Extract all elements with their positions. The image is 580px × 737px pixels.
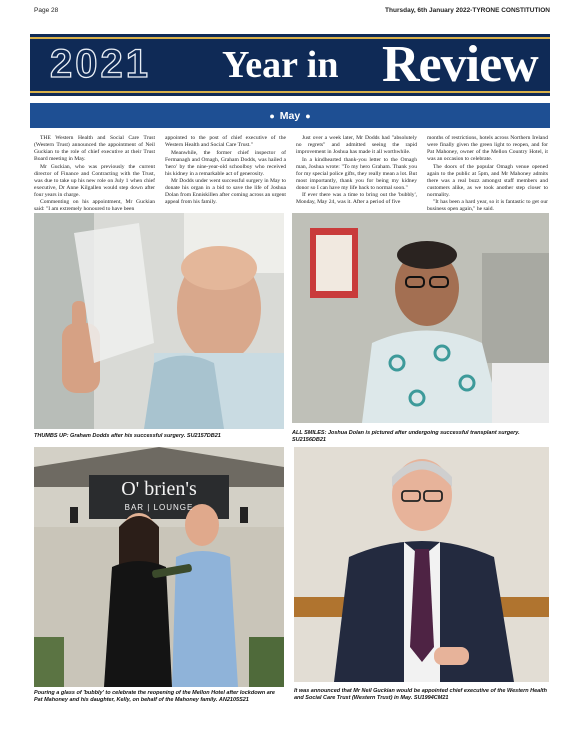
month-label: May xyxy=(279,109,301,122)
bar-sign-sub: BAR | LOUNGE xyxy=(124,503,194,512)
photo-graham-dodds xyxy=(34,213,284,429)
article-body xyxy=(34,135,548,212)
paragraph: Just over a week later, Mr Dodds had "absolutely no regrets" and admitted seeing the rapid improvement in Joshua has made it all worthwhile. xyxy=(296,135,417,155)
paragraph: Mr Guckian, who was previously the current director of Finance and Contracting with the Trust, was due to take up his new role on July 1 when chief executive, Dr Anne Kilgallen would step down after four years in charge. xyxy=(34,163,155,198)
paragraph: In a kindhearted thank-you letter to the Omagh man, Joshua wrote: "To my hero Graham. Thank you for my special police gifts, they really mean a lot. But most importantly, thank you for being my kidney donor so I can have my life back to normal soon." xyxy=(296,156,417,191)
article-column-2 xyxy=(165,135,286,214)
bullet-dot-icon: ● xyxy=(305,110,311,121)
paragraph: THE Western Health and Social Care Trust (Western Trust) announced the appointment of Neil Guckian to the role of chief executive at their Trust Board meeting in May. xyxy=(34,135,155,162)
article-column-4 xyxy=(427,135,548,214)
photo-neil-guckian xyxy=(294,447,549,682)
paragraph: If ever there was a time to bring out the 'bubbly', Monday, May 24, was it. After a period of five xyxy=(296,192,417,205)
photo-graham-dodds-image xyxy=(34,213,284,429)
article-column-3 xyxy=(296,135,417,214)
masthead-year-in: Year in xyxy=(222,44,339,86)
photo-joshua-dolan xyxy=(292,213,549,423)
paragraph: The doors of the popular Omagh venue opened again to the public at 5pm, and Mr Mahoney admits there was a real buzz amongst staff members and customers alike, as we took another step closer to normality. xyxy=(427,163,548,198)
article-column-1 xyxy=(34,135,155,214)
masthead-year: 2021 xyxy=(50,42,151,86)
paragraph: Meanwhile, the former chief inspector of Fermanagh and Omagh, Graham Dodds, was hailed a 'hero' by the nine-year-old schoolboy who received his kidney in a remarkable act of generosity. xyxy=(165,149,286,177)
paragraph: months of restrictions, hotels across Northern Ireland were finally given the green light to reopen, and for Pat Mahoney, owner of the Mellon Country Hotel, it was an occasion to celebrate. xyxy=(427,135,548,162)
bullet-dot-icon: ● xyxy=(269,110,275,121)
month-banner xyxy=(30,103,550,128)
photo-neil-guckian-image xyxy=(294,447,549,682)
paragraph: Mr Dodds under went successful surgery in May to donate his organ in a bid to save the life of Joshua Dolan from Enniskillen after coming across an urgent appeal from his family. xyxy=(165,178,286,205)
photo-joshua-dolan-image xyxy=(292,213,549,423)
photo-mellon-reopening xyxy=(34,447,284,687)
bar-sign-name: O' brien's xyxy=(121,478,197,500)
masthead-review: Review xyxy=(382,36,538,93)
masthead-banner xyxy=(30,34,550,96)
publication-date: Thursday, 6th January 2022-TYRONE CONSTITUTION xyxy=(385,6,550,14)
paragraph: Commenting on his appointment, Mr Guckian said: "I am extremely honoured to have been xyxy=(34,199,155,212)
paragraph: "It has been a hard year, so it is fantastic to get our business open again," he said. xyxy=(427,199,548,212)
photo-caption-2: ALL SMILES: Joshua Dolan is pictured after undergoing successful transplant surgery. SU2156DB21 xyxy=(292,430,520,443)
page-number: Page 28 xyxy=(34,6,59,14)
photo-caption-4: It was announced that Mr Neil Guckian would be appointed chief executive of the Western Health and Social Care Trust (Western Trust) in May. SU1994CM21 xyxy=(294,688,547,701)
photo-caption-1: THUMBS UP: Graham Dodds after his successful surgery. SU2157DB21 xyxy=(34,433,221,439)
photo-caption-3: Pouring a glass of 'bubbly' to celebrate the reopening of the Mellon Hotel after lockdown are Pat Mahoney and his daughter, Kelly, on behalf of the Mahoney family. AN2105S21 xyxy=(34,690,275,703)
paragraph: appointed to the post of chief executive of the Western Health and Social Care Trust." xyxy=(165,135,286,148)
page-header xyxy=(34,5,550,15)
